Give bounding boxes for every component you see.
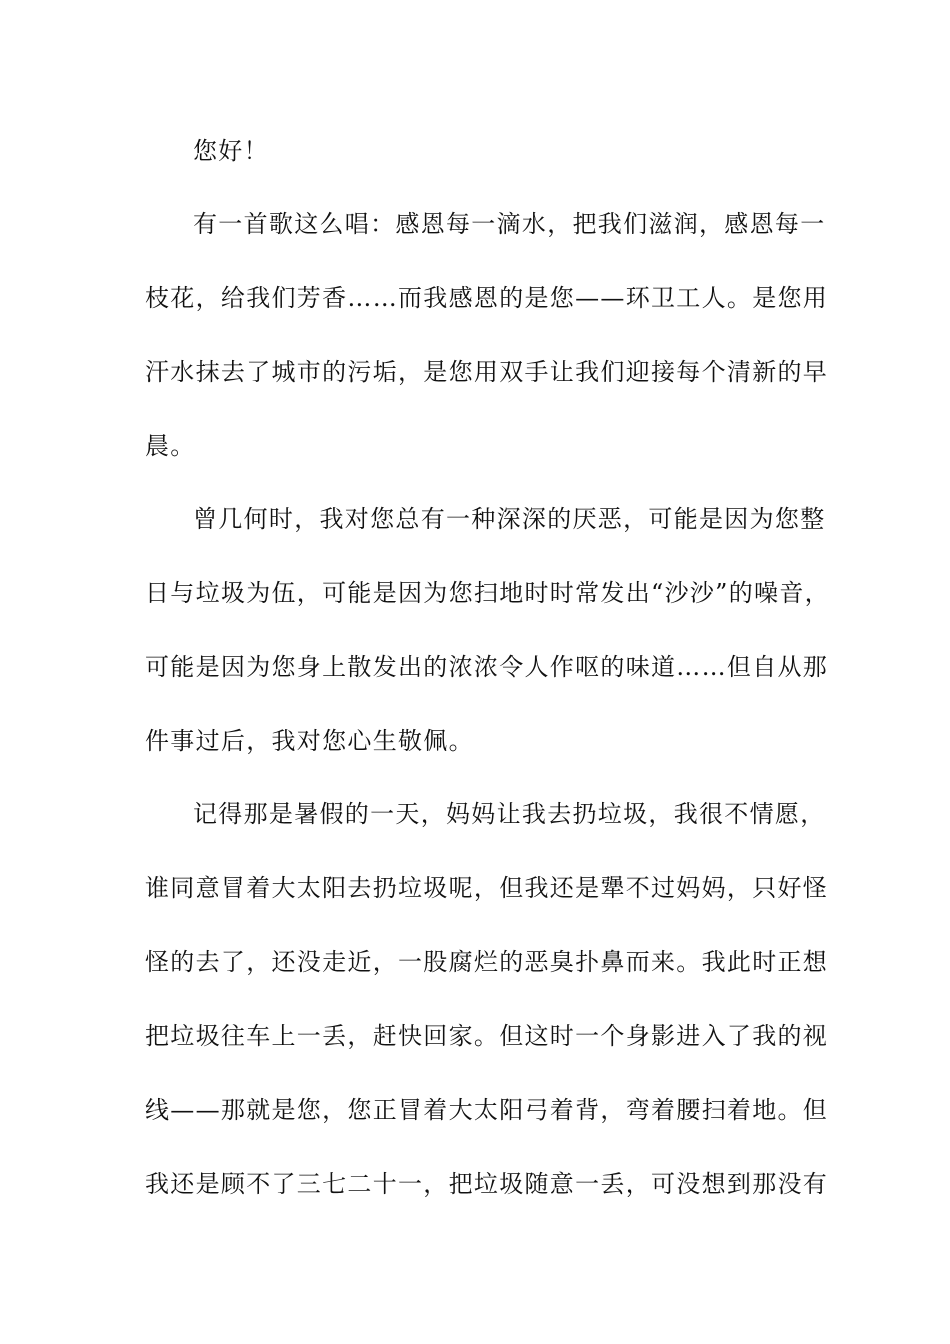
- text-line: 可能是因为您身上散发出的浓浓令人作呕的味道……但自从那: [145, 653, 829, 681]
- text-line: 汗水抹去了城市的污垢，是您用双手让我们迎接每个清新的早: [145, 358, 829, 386]
- text-line: 把垃圾往车上一丢，赶快回家。但这时一个身影进入了我的视: [145, 1022, 829, 1050]
- greeting-line: 您好！: [193, 137, 269, 165]
- text-line: 枝花，给我们芳香……而我感恩的是您——环卫工人。是您用: [145, 284, 829, 312]
- text-line: 晨。: [145, 432, 196, 460]
- text-line: 件事过后，我对您心生敬佩。: [145, 727, 474, 755]
- text-line: 日与垃圾为伍，可能是因为您扫地时时常发出“沙沙”的噪音，: [145, 579, 830, 607]
- text-line: 线——那就是您，您正冒着大太阳弓着背，弯着腰扫着地。但: [145, 1096, 829, 1124]
- text-line: 怪的去了，还没走近，一股腐烂的恶臭扑鼻而来。我此时正想: [145, 948, 829, 976]
- text-line: 记得那是暑假的一天，妈妈让我去扔垃圾，我很不情愿，: [193, 800, 826, 828]
- text-line: 我还是顾不了三七二十一，把垃圾随意一丢，可没想到那没有: [145, 1170, 829, 1198]
- text-line: 谁同意冒着大太阳去扔垃圾呢，但我还是犟不过妈妈，只好怪: [145, 874, 829, 902]
- letter-body: [145, 133, 830, 1203]
- text-line: 有一首歌这么唱：感恩每一滴水，把我们滋润，感恩每一: [193, 210, 826, 238]
- text-line: 曾几何时，我对您总有一种深深的厌恶，可能是因为您整: [193, 505, 826, 533]
